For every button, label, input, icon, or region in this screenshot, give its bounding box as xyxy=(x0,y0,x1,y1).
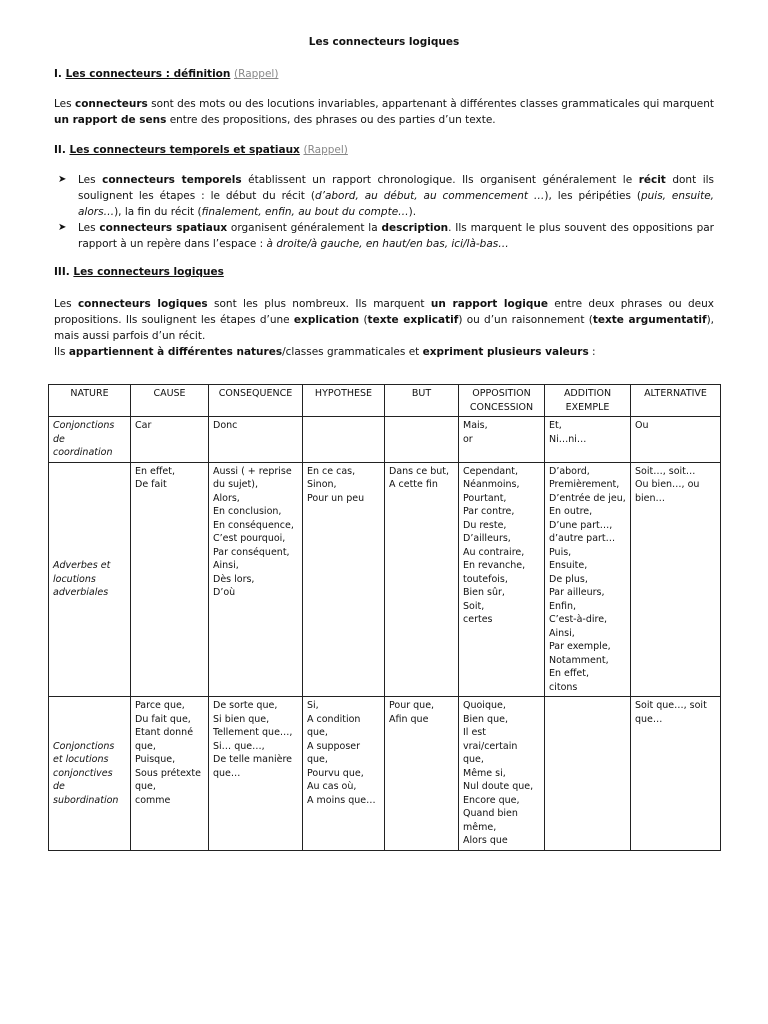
cell-but xyxy=(385,462,459,697)
section3-title: Les connecteurs logiques xyxy=(73,266,224,278)
section1-heading xyxy=(54,68,278,80)
cell-text: Puisque, xyxy=(135,754,176,765)
cell-text: Premièrement, xyxy=(549,479,620,490)
cell-text: Quand bien même, xyxy=(463,808,518,833)
arrow-bullet-icon: ➤ xyxy=(58,174,67,185)
header-nature: NATURE xyxy=(49,385,131,417)
page-title: Les connecteurs logiques xyxy=(308,36,460,48)
cell-nature: Conjonctions de coordination xyxy=(49,417,131,463)
cell-text: citons xyxy=(549,681,578,693)
cell-hypothese xyxy=(303,462,385,697)
cell-text: Donc xyxy=(213,420,238,431)
cell-text: Soit, xyxy=(463,600,485,612)
cell-consequence xyxy=(209,462,303,697)
cell-text: Si… que…, xyxy=(213,740,265,752)
cell-alternative xyxy=(631,697,721,851)
bullet-temporels: ➤ Les connecteurs temporels établissent un rapport chronologique. Ils organisent généralement le récit dont ils soulignent les étapes : le début du récit (d’abord, au début, au commencement …), les péripéties (puis, ensuite, alors…), la fin du récit (finalement, enfin, au bout du compte…). xyxy=(58,174,714,218)
cell-text: De sorte que, xyxy=(213,700,278,711)
cell-text: En outre, xyxy=(549,506,593,517)
cell-text: A moins que… xyxy=(307,794,376,806)
cell-text: D’ailleurs, xyxy=(463,533,511,544)
cell-cause xyxy=(131,697,209,851)
cell-text: A condition que, xyxy=(307,713,361,738)
cell-text: Pour que, xyxy=(389,700,435,711)
table-header-row xyxy=(49,385,721,417)
cell-text: or xyxy=(463,433,473,445)
cell-nature: Adverbes et locutions adverbiales xyxy=(49,462,131,697)
cell-text: A cette fin xyxy=(389,479,438,490)
cell-text: Pourvu que, xyxy=(307,767,364,779)
cell-text: Ou bien…, ou bien… xyxy=(635,479,700,504)
cell-text: Ainsi, xyxy=(213,560,239,571)
header-addition: ADDITION EXEMPLE xyxy=(545,385,631,417)
cell-text: Sous prétexte que, xyxy=(135,767,201,792)
cell-text: Car xyxy=(135,420,152,431)
cell-text: Tellement que…, xyxy=(213,727,293,738)
section2-title: Les connecteurs temporels et spatiaux xyxy=(69,144,300,156)
cell-text: Afin que xyxy=(389,713,429,725)
cell-text: Enfin, xyxy=(549,600,577,612)
section1-title: Les connecteurs : définition xyxy=(65,68,231,80)
section3-heading xyxy=(54,266,224,278)
cell-text: Sinon, xyxy=(307,479,337,490)
cell-text: D’où xyxy=(213,587,236,598)
cell-text: De plus, xyxy=(549,573,588,585)
cell-cause xyxy=(131,462,209,697)
cell-text: Si bien que, xyxy=(213,713,270,725)
arrow-bullet-icon: ➤ xyxy=(58,222,67,233)
cell-text: En conséquence, xyxy=(213,519,294,531)
cell-text: Du reste, xyxy=(463,519,507,531)
cell-alternative xyxy=(631,417,721,463)
cell-alternative xyxy=(631,462,721,697)
cell-text: En effet, xyxy=(135,465,176,477)
table-row xyxy=(49,462,721,697)
cell-text: En revanche, toutefois, xyxy=(463,560,526,585)
cell-opposition xyxy=(459,417,545,463)
cell-text: Mais, xyxy=(463,420,488,431)
header-alternative: ALTERNATIVE xyxy=(631,385,721,417)
cell-text: Par contre, xyxy=(463,506,515,517)
section1-paragraph: Les connecteurs sont des mots ou des locutions invariables, appartenant à différentes classes grammaticales qui marquent un rapport de sens entre des propositions, des phrases ou des parties d’un texte. xyxy=(54,98,714,126)
cell-addition xyxy=(545,417,631,463)
connecteurs-table xyxy=(48,384,721,851)
cell-text: Bien que, xyxy=(463,713,508,725)
header-cause: CAUSE xyxy=(131,385,209,417)
cell-hypothese xyxy=(303,417,385,463)
cell-text: Au cas où, xyxy=(307,781,357,792)
cell-text: Ou xyxy=(635,420,649,431)
cell-text: Par ailleurs, xyxy=(549,587,605,598)
cell-text: Si, xyxy=(307,700,319,711)
header-but: BUT xyxy=(385,385,459,417)
cell-text: D’entrée de jeu, xyxy=(549,492,626,504)
cell-but xyxy=(385,417,459,463)
cell-text: Bien sûr, xyxy=(463,587,505,598)
cell-text: Du fait que, xyxy=(135,713,191,725)
cell-text: Pour un peu xyxy=(307,492,365,504)
cell-hypothese xyxy=(303,697,385,851)
cell-text: Il est vrai/certain que, xyxy=(463,727,518,765)
cell-text: Ainsi, xyxy=(549,627,575,639)
cell-text: Alors, xyxy=(213,492,240,504)
header-hypothese: HYPOTHESE xyxy=(303,385,385,417)
cell-text: En conclusion, xyxy=(213,506,282,517)
bullet-spatiaux: ➤ Les connecteurs spatiaux organisent généralement la description. Ils marquent le plus souvent des oppositions par rapport à un repère dans l’espace : à droite/à gauche, en haut/en bas, ici/là-bas… xyxy=(58,222,714,250)
cell-consequence xyxy=(209,417,303,463)
cell-text: D’abord, xyxy=(549,465,590,477)
cell-opposition xyxy=(459,462,545,697)
cell-text: Ni…ni… xyxy=(549,433,587,445)
cell-text: Ensuite, xyxy=(549,560,588,571)
header-opposition: OPPOSITION CONCESSION xyxy=(459,385,545,417)
section3-paragraph-2: Ils appartiennent à différentes natures/classes grammaticales et expriment plusieurs valeurs : xyxy=(54,346,596,358)
cell-text: Au contraire, xyxy=(463,546,525,558)
cell-consequence xyxy=(209,697,303,851)
section2-rappel: (Rappel) xyxy=(303,144,348,156)
cell-text: Quoique, xyxy=(463,700,506,711)
cell-text: De fait xyxy=(135,479,167,490)
section3-paragraph: Les connecteurs logiques sont les plus nombreux. Ils marquent un rapport logique entre deux phrases ou deux propositions. Ils soulignent les étapes d’une explication (texte explicatif) ou d’un raisonnement (texte argumentatif), mais aussi parfois d’un récit. xyxy=(54,298,715,342)
table-row xyxy=(49,417,721,463)
cell-text: Pourtant, xyxy=(463,492,507,504)
cell-text: A supposer que, xyxy=(307,740,361,765)
cell-text: Et, xyxy=(549,420,562,431)
cell-opposition xyxy=(459,697,545,851)
cell-text: De telle manière que… xyxy=(213,754,293,779)
cell-text: D’une part…, d’autre part… xyxy=(549,519,616,544)
cell-addition xyxy=(545,462,631,697)
section1-number: I. xyxy=(54,68,62,80)
cell-text: Par exemple, xyxy=(549,641,611,652)
cell-text: Soit que…, soit que… xyxy=(635,700,707,725)
cell-text: Etant donné que, xyxy=(135,727,194,752)
cell-nature: Conjonctions et locutions conjonctives de subordination xyxy=(49,697,131,851)
cell-text: Puis, xyxy=(549,546,572,558)
cell-text: Dès lors, xyxy=(213,573,255,585)
cell-text: En ce cas, xyxy=(307,465,356,477)
cell-text: certes xyxy=(463,614,493,625)
cell-text: Soit…, soit… xyxy=(635,465,696,477)
section2-number: II. xyxy=(54,144,66,156)
cell-text: Néanmoins, xyxy=(463,479,520,490)
cell-text: Notamment, xyxy=(549,654,609,666)
section2-heading xyxy=(54,144,348,156)
cell-text: Aussi ( + reprise du sujet), xyxy=(213,465,292,490)
cell-text: C’est pourquoi, xyxy=(213,533,286,544)
cell-but xyxy=(385,697,459,851)
cell-text: Dans ce but, xyxy=(389,465,450,477)
cell-text: Parce que, xyxy=(135,700,185,711)
cell-cause xyxy=(131,417,209,463)
cell-text: Alors que xyxy=(463,835,508,846)
cell-text: C’est-à-dire, xyxy=(549,614,608,625)
cell-text: En effet, xyxy=(549,668,590,679)
cell-text: Nul doute que, xyxy=(463,781,534,792)
cell-text: comme xyxy=(135,794,171,806)
section1-rappel: (Rappel) xyxy=(234,68,279,80)
header-consequence: CONSEQUENCE xyxy=(209,385,303,417)
cell-text: Encore que, xyxy=(463,794,520,806)
cell-text: Par conséquent, xyxy=(213,546,290,558)
cell-addition xyxy=(545,697,631,851)
table-row xyxy=(49,697,721,851)
cell-text: Cependant, xyxy=(463,465,518,477)
section3-number: III. xyxy=(54,266,70,278)
cell-text: Même si, xyxy=(463,767,506,779)
